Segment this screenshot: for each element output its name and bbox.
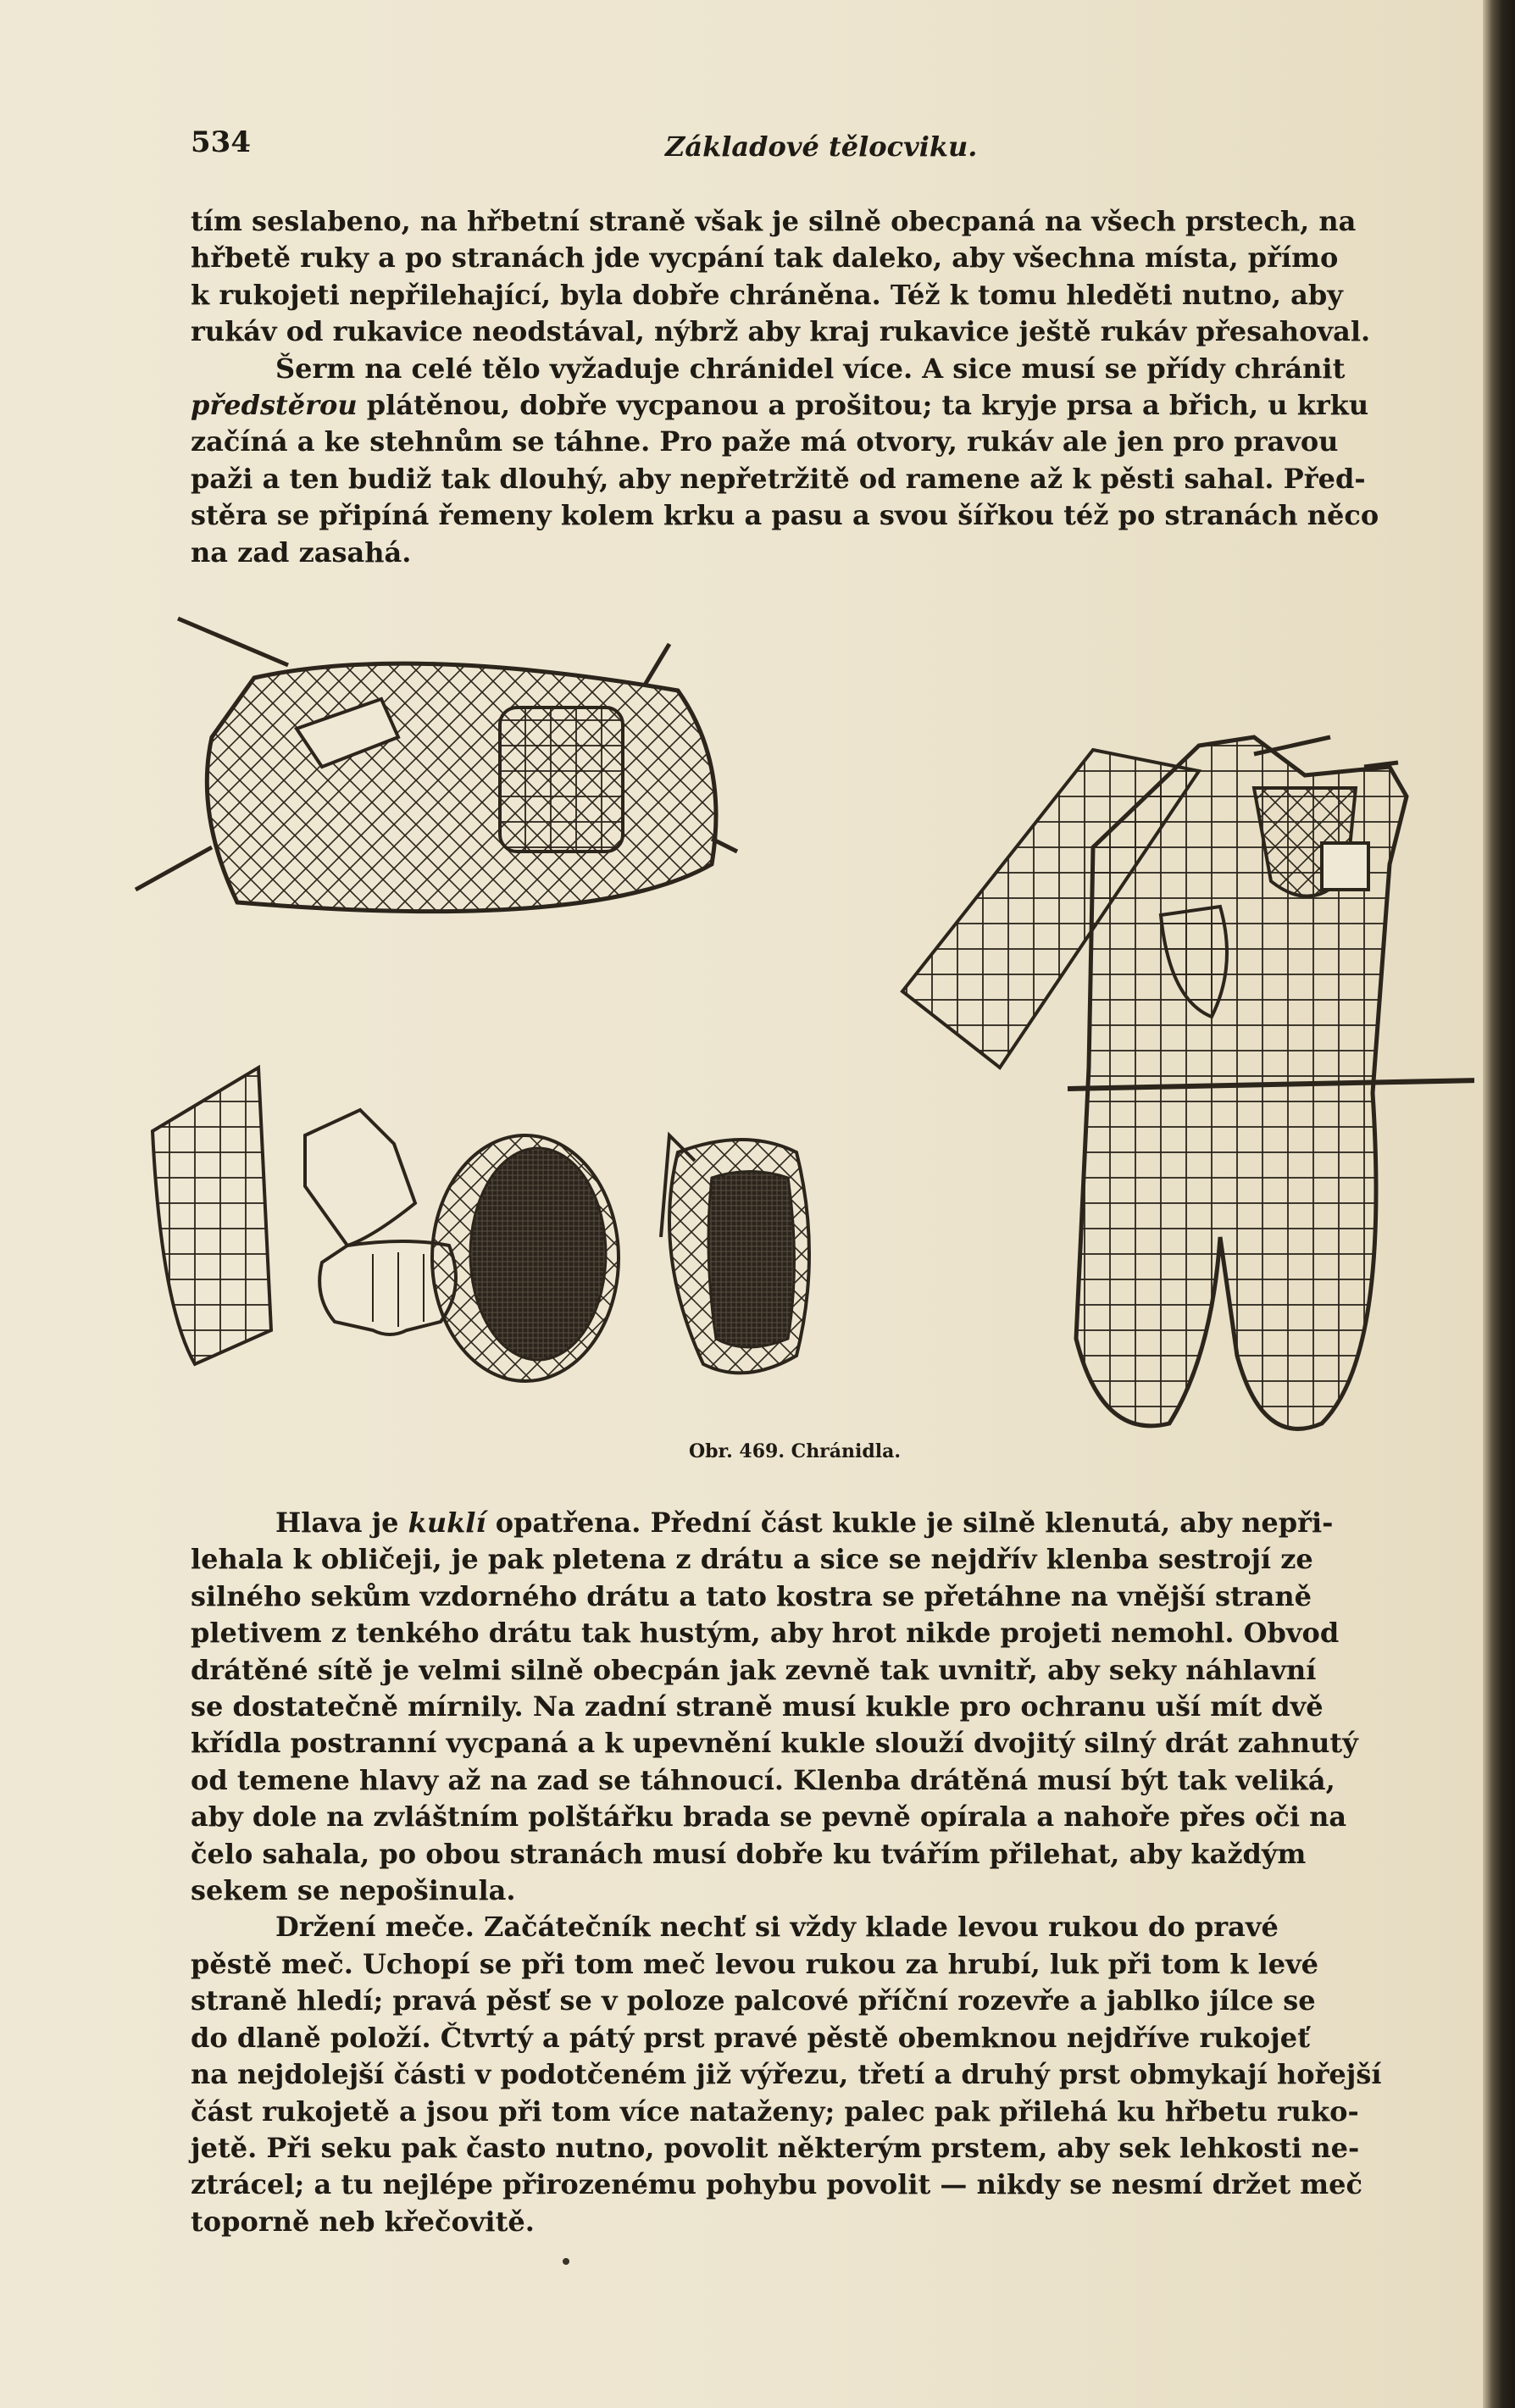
text-line: od temene hlavy až na zad se táhnoucí. Klenba drátěná musí být tak veliká, bbox=[191, 1763, 1335, 1796]
text-line: Šerm na celé tělo vyžaduje chránidel více. A sice musí se přídy chránit bbox=[275, 352, 1346, 385]
text-line bbox=[191, 1909, 1421, 1945]
text-line: jetě. Při seku pak často nutno, povolit některým prstem, aby sek lehkosti ne- bbox=[191, 2131, 1360, 2164]
text-line: silného sekům vzdorného drátu a tato kostra se přetáhne na vnější straně bbox=[191, 1579, 1312, 1612]
text-line: pletivem z tenkého drátu tak hustým, aby hrot nikde projeti nemohl. Obvod bbox=[191, 1617, 1340, 1650]
text-line: na nejdolejší části v podotčeném již výřezu, třetí a druhý prst obmykají hořejší bbox=[191, 2058, 1382, 2091]
book-spine-edge bbox=[1483, 0, 1515, 2408]
emphasis: předstěrou bbox=[191, 389, 358, 422]
text-line: tím seslabeno, na hřbetní straně však je silně obecpaná na všech prstech, na bbox=[191, 205, 1357, 237]
text-line: část rukojetě a jsou při tom více nataženy; palec pak přilehá ku hřbetu ruko- bbox=[191, 2095, 1359, 2128]
running-head: Základové tělocviku. bbox=[665, 130, 978, 163]
emphasis: kuklí bbox=[408, 1506, 486, 1539]
text-line: do dlaně položí. Čtvrtý a pátý prst pravé pěstě obemknou nejdříve rukojeť bbox=[191, 2021, 1310, 2054]
paragraph-helmet-sword bbox=[191, 1505, 1421, 2240]
text-line: pěstě meč. Uchopí se při tom meč levou rukou za hrubí, luk při tom k levé bbox=[191, 1947, 1319, 1980]
text-line: toporně neb křečovitě. bbox=[191, 2205, 535, 2238]
text-span: Hlava je bbox=[275, 1506, 408, 1539]
text-line: začíná a ke stehnům se táhne. Pro paže má otvory, rukáv ale jen pro pravou bbox=[191, 425, 1339, 458]
page-header bbox=[191, 125, 1421, 168]
helmet-side-illustration bbox=[661, 1135, 809, 1373]
text-line: na zad zasahá. bbox=[191, 535, 412, 569]
paragraph-gloves-apron bbox=[191, 203, 1421, 571]
figure-caption: Obr. 469. Chránidla. bbox=[689, 1440, 902, 1462]
helmet-front-illustration bbox=[432, 1135, 619, 1381]
text-line: aby dole na zvláštním polštářku brada se pevně opírala a nahoře přes oči na bbox=[191, 1800, 1347, 1834]
text-line: sekem se nepošinula. bbox=[191, 1874, 516, 1907]
glove-illustration bbox=[305, 1110, 456, 1334]
text-line: k rukojeti nepřilehající, byla dobře chráněna. Též k tomu hleděti nutno, aby bbox=[191, 278, 1343, 311]
text-line: drátěné sítě je velmi silně obecpán jak zevně tak uvnitř, aby seky náhlavní bbox=[191, 1653, 1317, 1686]
text-line: čelo sahala, po obou stranách musí dobře ku tvářím přilehat, aby každým bbox=[191, 1837, 1307, 1870]
text-span: plátěnou, dobře vycpanou a prošitou; ta kryje prsa a břich, u krku bbox=[357, 389, 1369, 422]
figure-protective-gear bbox=[119, 593, 1474, 1466]
apron-illustration bbox=[136, 619, 737, 912]
figure-illustration bbox=[119, 593, 1474, 1466]
text-line: se dostatečně mírnily. Na zadní straně musí kukle pro ochranu uší mít dvě bbox=[191, 1690, 1324, 1723]
text-line: straně hledí; pravá pěsť se v poloze palcové příční rozevře a jablko jílce se bbox=[191, 1984, 1316, 2017]
ink-speck bbox=[563, 2258, 569, 2265]
text-line: stěra se připíná řemeny kolem krku a pasu a svou šířkou též po stranách něco bbox=[191, 499, 1379, 532]
text-line: křídla postranní vycpaná a k upevnění kukle slouží dvojitý silný drát zahnutý bbox=[191, 1727, 1358, 1760]
text-line bbox=[191, 1505, 1421, 1541]
text-line: rukáv od rukavice neodstával, nýbrž aby kraj rukavice ještě rukáv přesahoval. bbox=[191, 315, 1371, 348]
text-span: opatřena. Přední část kukle je silně klenutá, aby nepři- bbox=[486, 1506, 1334, 1539]
text-span: Začátečník nechť si vždy klade levou rukou do pravé bbox=[474, 1911, 1279, 1944]
text-line: lehala k obličeji, je pak pletena z drátu a sice se nejdřív klenba sestrojí ze bbox=[191, 1543, 1313, 1576]
text-line: ztrácel; a tu nejlépe přirozenému pohybu povolit — nikdy se nesmí držet meč bbox=[191, 2168, 1362, 2201]
text-line: paži a ten budiž tak dlouhý, aby nepřetržitě od ramene až k pěsti sahal. Před- bbox=[191, 462, 1366, 495]
text-line: hřbetě ruky a po stranách jde vycpání tak daleko, aby všechna místa, přímo bbox=[191, 241, 1339, 275]
arm-guard-illustration bbox=[153, 1068, 271, 1364]
page-number: 534 bbox=[191, 125, 251, 159]
section-heading: Držení meče. bbox=[275, 1911, 474, 1944]
text-line bbox=[191, 387, 1421, 424]
full-apron-illustration bbox=[1068, 737, 1474, 1429]
